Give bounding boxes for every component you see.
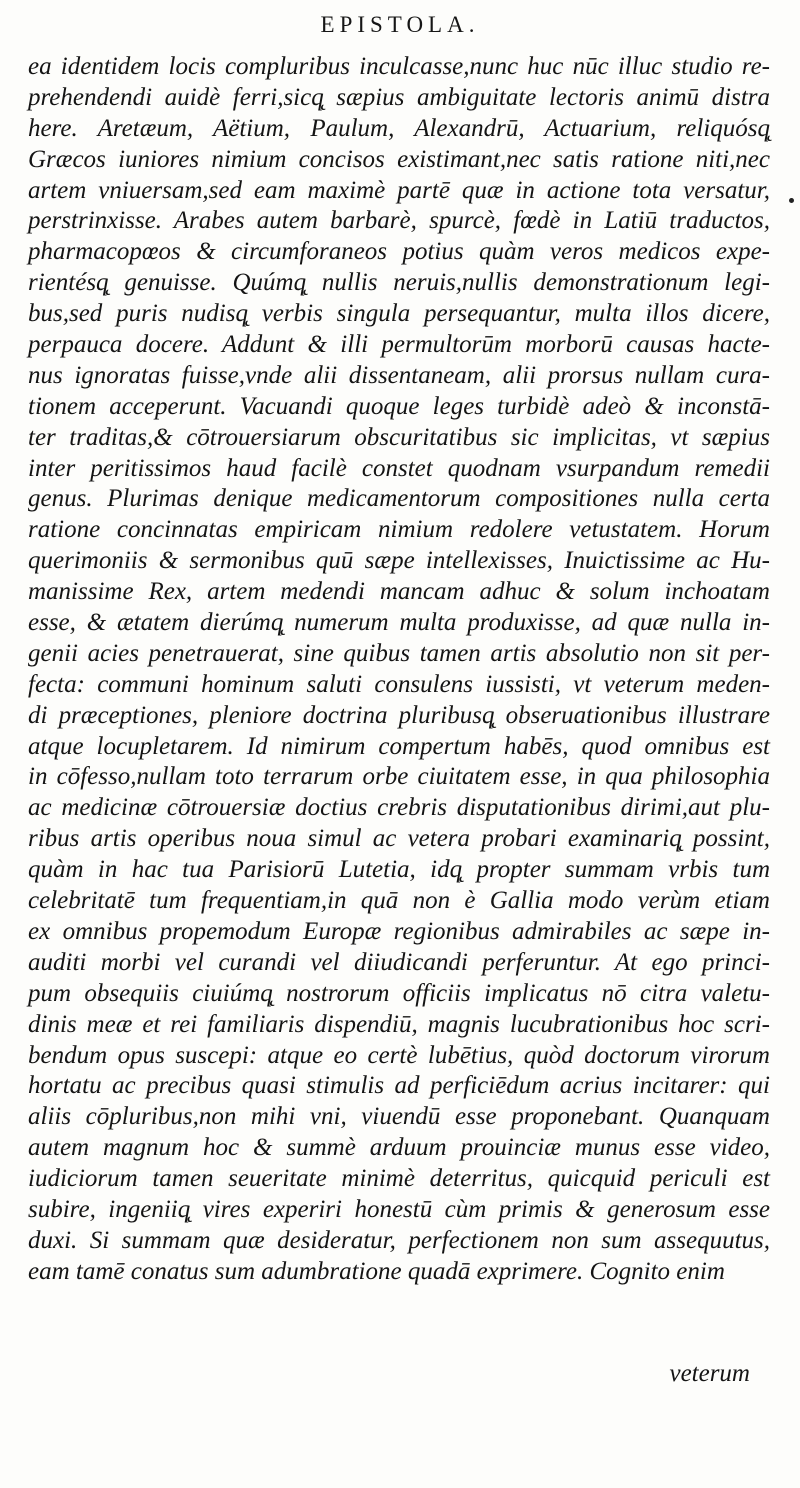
text-line: tionem acceperunt. Vacuandi quoque leges turbidè adeò & inconstā-: [28, 392, 770, 420]
ink-speck: [789, 198, 794, 203]
text-line: Græcos iuniores nimium concisos existimant,nec satis ratione niti,nec: [28, 145, 770, 173]
text-line: subire, ingeniiq̨ vires experiri honestū cùm primis & generosum esse: [28, 1195, 770, 1223]
text-line: ea identidem locis compluribus inculcasse,nunc huc nūc illuc studio re-: [28, 53, 770, 80]
text-line: quàm in hac tua Parisiorū Lutetia, idq̨ propter summam vrbis tum: [28, 856, 770, 884]
text-line: eam tamē conatus sum adumbratione quadā exprimere. Cognito enim: [28, 1257, 725, 1285]
text-line: celebritatē tum frequentiam,in quā non è Gallia modo verùm etiam: [28, 887, 770, 915]
text-line: manissime Rex, artem medendi mancam adhuc & solum inchoatam: [28, 578, 770, 606]
text-line: iudiciorum tamen seueritate minimè deterritus, quicquid periculi est: [28, 1165, 770, 1193]
text-line: esse, & ætatem dierúmq̨ numerum multa produxisse, ad quæ nulla in-: [28, 609, 770, 637]
text-line: genii acies penetrauerat, sine quibus tamen artis absolutio non sit per-: [28, 639, 770, 667]
text-line: hortatu ac precibus quasi stimulis ad perficiēdum acrius incitarer: qui: [28, 1072, 770, 1100]
text-line: here. Aretæum, Aëtium, Paulum, Alexandrū, Actuarium, reliquósq̨: [28, 114, 770, 142]
text-line: duxi. Si summam quæ desideratur, perfectionem non sum assequutus,: [28, 1226, 770, 1254]
text-line: ex omnibus propemodum Europæ regionibus admirabiles ac sæpe in-: [28, 917, 770, 945]
text-line: pharmacopœos & circumforaneos potius quàm veros medicos expe-: [28, 238, 770, 266]
text-line: ter traditas,& cōtrouersiarum obscuritatibus sic implicitas, vt sæpius: [28, 423, 770, 451]
text-line: artem vniuersam,sed eam maximè partē quæ in actione tota versatur,: [28, 176, 770, 204]
text-line: bendum opus suscepi: atque eo certè lubētius, quòd doctorum virorum: [28, 1041, 770, 1069]
text-line: bus,sed puris nudisq̨ verbis singula persequantur, multa illos dicere,: [28, 300, 770, 328]
text-line: perstrinxisse. Arabes autem barbarè, spurcè, fœdè in Latiū traductos,: [28, 207, 770, 235]
text-line: ac medicinæ cōtrouersiæ doctius crebris disputationibus dirimi,aut plu-: [28, 794, 770, 822]
catchword: veterum: [669, 1360, 750, 1387]
text-line: nus ignoratas fuisse,vnde alii dissentaneam, alii prorsus nullam cura-: [28, 361, 770, 389]
text-line: atque locupletarem. Id nimirum compertum habēs, quod omnibus est: [28, 732, 770, 760]
text-line: dinis meæ et rei familiaris dispendiū, magnis lucubrationibus hoc scri-: [28, 1010, 770, 1038]
epistle-body-text: [28, 52, 770, 1288]
text-line: ratione concinnatas empiricam nimium redolere vetustatem. Horum: [28, 516, 770, 544]
text-line: ribus artis operibus noua simul ac vetera probari examinariq̨ possint,: [28, 825, 770, 853]
text-line: in cōfesso,nullam toto terrarum orbe ciuitatem esse, in qua philosophia: [28, 763, 770, 791]
text-line: rientésq̨ genuisse. Quúmq̨ nullis neruis,nullis demonstrationum legi-: [28, 269, 770, 297]
text-line: auditi morbi vel curandi vel diiudicandi perferuntur. At ego princi-: [28, 948, 770, 976]
text-line: aliis cōpluribus,non mihi vni, viuendū esse proponebant. Quanquam: [28, 1103, 770, 1131]
text-line: perpauca docere. Addunt & illi permultorūm morborū causas hacte-: [28, 331, 770, 359]
text-line: genus. Plurimas denique medicamentorum compositiones nulla certa: [28, 485, 770, 513]
text-line: autem magnum hoc & summè arduum prouinciæ munus esse video,: [28, 1134, 770, 1162]
text-line: querimoniis & sermonibus quū sæpe intellexisses, Inuictissime ac Hu-: [28, 547, 770, 575]
text-line: inter peritissimos haud facilè constet quodnam vsurpandum remedii: [28, 454, 770, 482]
text-line: pum obsequiis ciuiúmq̨ nostrorum officiis implicatus nō citra valetu-: [28, 979, 770, 1007]
text-line: prehendendi auidè ferri,sicq̨ sæpius ambiguitate lectoris animū distra: [28, 83, 770, 111]
running-header: EPISTOLA.: [320, 12, 480, 37]
text-line: fecta: communi hominum saluti consulens iussisti, vt veterum meden-: [28, 670, 770, 698]
text-line: di præceptiones, pleniore doctrina pluribusq̨ obseruationibus illustrare: [28, 701, 770, 729]
